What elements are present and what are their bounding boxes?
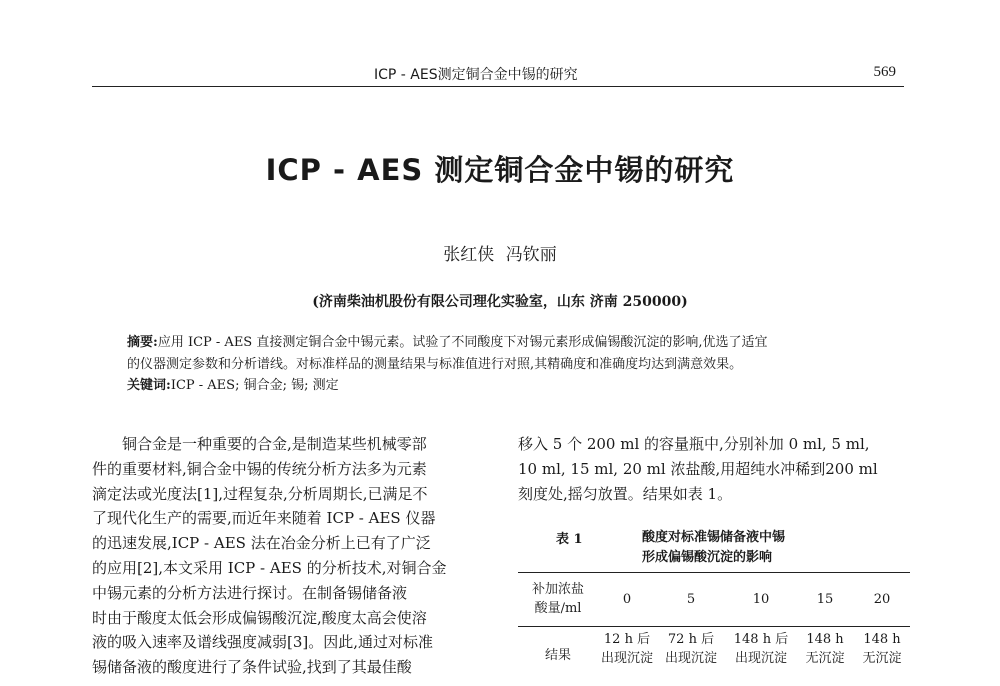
body-line: 了现代化生产的需要,而近年来随着 ICP - AES 仪器 bbox=[92, 509, 436, 528]
acid-value-cell: 20 bbox=[873, 591, 891, 607]
table-title-line: 形成偏锡酸沉淀的影响 bbox=[642, 550, 773, 565]
body-column-right bbox=[518, 432, 918, 506]
abstract bbox=[127, 332, 887, 397]
row-header-cell bbox=[518, 574, 598, 624]
keywords-line bbox=[127, 375, 887, 397]
row-header-line: 补加浓盐 bbox=[531, 582, 584, 597]
result-cell bbox=[656, 624, 726, 686]
result-cell bbox=[796, 624, 854, 686]
abstract-line-1 bbox=[127, 332, 887, 354]
body-line: 锡储备液的酸度进行了条件试验,找到了其最佳酸 bbox=[92, 658, 412, 677]
abstract-text-1: 应用 ICP - AES 直接测定铜合金中锡元素。试验了不同酸度下对锡元素形成偏锡酸沉淀的影响,优选了适宜 bbox=[157, 335, 768, 350]
result-cell bbox=[598, 624, 656, 686]
table-number: 表 1 bbox=[556, 532, 583, 547]
table-title-line: 酸度对标准锡储备液中锡 bbox=[642, 530, 786, 545]
result-time: 148 h bbox=[806, 632, 844, 647]
table-row bbox=[518, 624, 910, 686]
page-number: 569 bbox=[873, 64, 896, 80]
authors: 张红侠 冯钦丽 bbox=[443, 245, 557, 265]
result-state: 无沉淀 bbox=[862, 651, 902, 666]
acid-value-cell: 0 bbox=[622, 591, 632, 607]
acid-value-cell: 15 bbox=[816, 591, 834, 607]
result-time: 148 h 后 bbox=[733, 632, 789, 647]
row-header-line: 酸量/ml bbox=[534, 601, 582, 616]
body-line: 刻度处,摇匀放置。结果如表 1。 bbox=[518, 484, 733, 503]
result-cell bbox=[854, 624, 910, 686]
result-time: 12 h 后 bbox=[603, 632, 651, 647]
result-state: 出现沉淀 bbox=[664, 651, 717, 666]
result-label-cell: 结果 bbox=[544, 647, 571, 663]
keywords-text: ICP - AES; 铜合金; 锡; 测定 bbox=[170, 378, 339, 393]
body-line: 液的吸入速率及谱线强度减弱[3]。因此,通过对标准 bbox=[92, 633, 434, 652]
body-line: 10 ml, 15 ml, 20 ml 浓盐酸,用超纯水冲稀到200 ml bbox=[518, 459, 878, 478]
keywords-label: 关键词: bbox=[127, 378, 171, 393]
running-title: ICP - AES测定铜合金中锡的研究 bbox=[374, 67, 578, 83]
body-line: 滴定法或光度法[1],过程复杂,分析周期长,已满足不 bbox=[92, 484, 428, 503]
table-rule-top bbox=[518, 572, 910, 573]
acid-value-cell: 10 bbox=[752, 591, 770, 607]
abstract-label: 摘要: bbox=[127, 335, 158, 350]
body-line: 件的重要材料,铜合金中锡的传统分析方法多为元素 bbox=[92, 459, 427, 478]
body-column-left bbox=[92, 432, 494, 681]
paper-title: ICP - AES 测定铜合金中锡的研究 bbox=[265, 153, 735, 187]
body-line: 铜合金是一种重要的合金,是制造某些机械零部 bbox=[122, 435, 427, 453]
body-line: 中锡元素的分析方法进行探讨。在制备锡储备液 bbox=[92, 583, 408, 602]
result-state: 无沉淀 bbox=[805, 651, 845, 666]
body-line: 移入 5 个 200 ml 的容量瓶中,分别补加 0 ml, 5 ml, bbox=[518, 435, 870, 453]
body-line: 的应用[2],本文采用 ICP - AES 的分析技术,对铜合金 bbox=[92, 558, 447, 577]
result-time: 72 h 后 bbox=[667, 632, 715, 647]
running-header bbox=[92, 60, 904, 87]
result-state: 出现沉淀 bbox=[734, 651, 787, 666]
abstract-line-2: 的仪器测定参数和分析谱线。对标准样品的测量结果与标准值进行对照,其精确度和准确度均达到满意效果。 bbox=[127, 356, 743, 372]
body-line: 的迅速发展,ICP - AES 法在冶金分析上已有了广泛 bbox=[92, 534, 431, 553]
result-time: 148 h bbox=[863, 632, 901, 647]
result-state: 出现沉淀 bbox=[600, 651, 653, 666]
acid-value-cell: 5 bbox=[686, 591, 696, 607]
body-line: 时由于酸度太低会形成偏锡酸沉淀,酸度太高会使溶 bbox=[92, 608, 427, 627]
affiliation: (济南柴油机股份有限公司理化实验室，山东 济南 250000) bbox=[312, 294, 688, 310]
table-row bbox=[518, 574, 910, 624]
result-cell bbox=[726, 624, 796, 686]
table-title bbox=[642, 528, 785, 568]
acidity-table bbox=[518, 574, 910, 686]
